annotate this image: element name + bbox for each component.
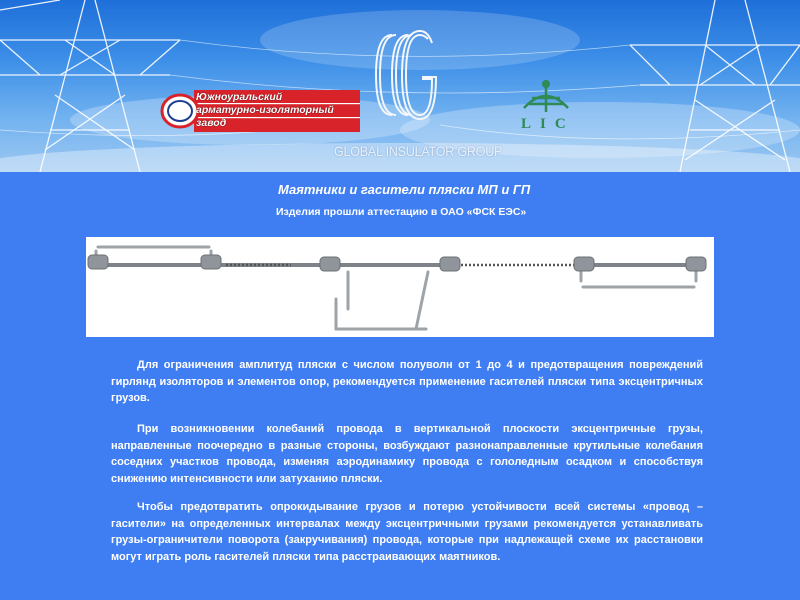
paragraph-2: При возникновении колебаний провода в вертикальной плоскости эксцентричные грузы, направленные поочередно в разные стороны, возбуждают разнонаправленные крутильные колебания соседних участков провода, изменяя аэродинамику провода с гололедным осадком и способствуя снижению интенсивности или затуханию пляски. [111, 423, 703, 485]
paragraph-3: Чтобы предотвратить опрокидывание грузов и потерю устойчивости всей системы «провод – гасители» на определенных интервалах между эксцентричными грузами рекомендуется устанавливать грузы-ограничители поворота (закручивания) провода, которые при надлежащей схеме их расстановки могут играть роль гасителей пляски типа расстраивающих маятников. [111, 501, 703, 563]
yuai-line-2: арматурно-изоляторный [196, 104, 334, 116]
left-tower-icon [0, 0, 180, 172]
product-photo [86, 237, 714, 337]
paragraph-1: Для ограничения амплитуд пляски с числом полуволн от 1 до 4 и предотвращения повреждений гирлянд изоляторов и элементов опор, рекомендуется применение гасителей пляски типа эксцентричных грузов. [111, 359, 703, 404]
page-subtitle: Изделия прошли аттестацию в ОАО «ФСК ЕЭС» [276, 206, 527, 218]
header-banner [0, 0, 800, 172]
yuai-line-3: завод [196, 117, 227, 129]
page-title: Маятники и гасители пляски МП и ГП [278, 182, 531, 197]
global-insulator-group-logo [372, 15, 438, 135]
brand-name: GLOBAL INSULATOR GROUP [334, 143, 503, 159]
yuai-line-1: Южноуральский [196, 91, 283, 103]
lic-logo-text: LIC [521, 116, 575, 132]
pendulum-damper-image [86, 237, 714, 337]
